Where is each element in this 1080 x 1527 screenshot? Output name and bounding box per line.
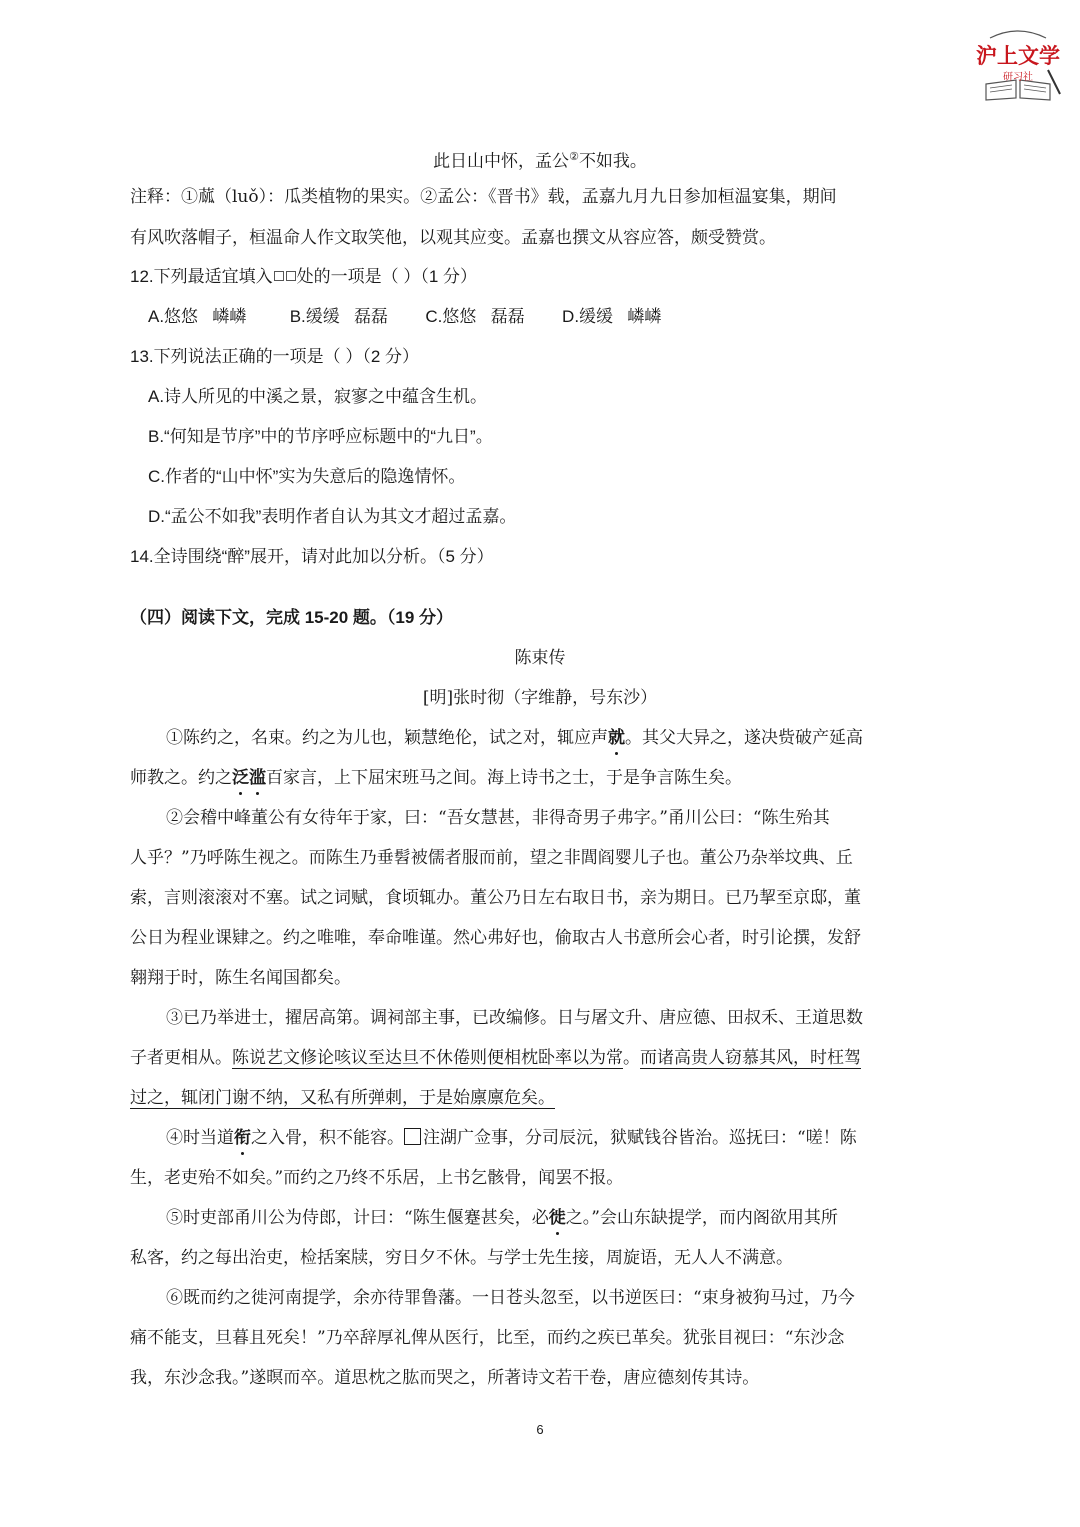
logo-title: 沪上文学 bbox=[976, 45, 1060, 68]
passage-p5-line-2: 私客，约之每出治吏，检括案牍，穷日夕不休。与学士先生接，周旋语，无人人不满意。 bbox=[130, 1248, 793, 1268]
passage-p4-line-1: ④时当道衔之入骨，积不能容。 注湖广佥事，分司辰沅，狱赋钱谷皆治。巡抚曰：“嗟！陈 bbox=[166, 1128, 857, 1148]
q12-option-a: A.悠悠 嶙嶙 bbox=[148, 307, 247, 327]
notes-line-2: 有风吹落帽子，桓温命人作文取笑他，以观其应变。孟嘉也撰文从容应答，颇受赞赏。 bbox=[130, 228, 776, 248]
passage-p6-line-1: ⑥既而约之徙河南提学，余亦待罪鲁藩。一日苍头忽至，以书逆医曰：“束身被狗马过，乃今 bbox=[166, 1288, 855, 1308]
publisher-logo bbox=[966, 22, 1070, 104]
underlined-sentence-1: 陈说艺文修论咳议至达旦不休倦则便相枕卧率以为常 bbox=[232, 1048, 623, 1068]
logo-subtitle: 研习社 bbox=[1003, 72, 1033, 83]
q12-option-b: B.缓缓 磊磊 bbox=[289, 307, 388, 327]
dotted-char: 徙 bbox=[548, 1208, 566, 1228]
underlined-sentence-2: 而诸高贵人窃慕其风，时枉驾 bbox=[640, 1048, 861, 1068]
passage-p2-line-5: 翱翔于时，陈生名闻国都矣。 bbox=[130, 968, 351, 988]
dotted-char: 滥 bbox=[249, 768, 266, 788]
page-number: 6 bbox=[536, 1422, 544, 1437]
question-14-stem: 14.全诗围绕“醉”展开，请对此加以分析。（5 分） bbox=[130, 547, 494, 566]
passage-p3-line-1: ③已乃举进士，擢居高第。调祠部主事，已改编修。日与屠文升、唐应德、田叔禾、王道思数 bbox=[166, 1008, 863, 1028]
blank-box bbox=[286, 271, 296, 281]
q13-option-d: D.“孟公不如我”表明作者自认为其文才超过孟嘉。 bbox=[148, 507, 517, 526]
passage-p2-line-1: ②会稽中峰董公有女待年于家，曰：“吾女慧甚，非得奇男子弗字。”甬川公曰：“陈生殆其 bbox=[166, 808, 830, 828]
passage-p5-line-1: ⑤时吏部甬川公为侍郎，计曰：“陈生偃蹇甚矣，必徙之。”会山东缺提学，而内阁欲用其所 bbox=[166, 1208, 838, 1228]
underlined-sentence-2-cont: 过之，辄闭门谢不纳，又私有所弹刺，于是始廪廪危矣。 bbox=[130, 1088, 555, 1108]
passage-p1-line-1: ①陈约之，名束。约之为儿也，颖慧绝伦，试之对，辄应声就。其父大异之，遂决赀破产延高 bbox=[166, 728, 863, 748]
blank-box bbox=[404, 1128, 421, 1145]
q13-option-b: B.“何知是节序”中的节序呼应标题中的“九日”。 bbox=[148, 427, 493, 446]
passage-p3-line-3 bbox=[130, 1086, 555, 1110]
question-12-stem: 12.下列最适宜填入 处的一项是（ ）（1 分） bbox=[130, 267, 478, 286]
passage-p2-line-4: 公日为程业课肄之。约之唯唯，奉命唯谨。然心弗好也，偷取古人书意所会心者，时引论撰，发舒 bbox=[130, 928, 861, 948]
q12-option-d: D.缓缓 嶙嶙 bbox=[562, 307, 662, 327]
question-13-stem: 13.下列说法正确的一项是（ ）（2 分） bbox=[130, 347, 420, 366]
dotted-char: 就 bbox=[608, 728, 625, 748]
question-12-options bbox=[148, 305, 661, 329]
passage-p3-line-2: 子者更相从。陈说艺文修论咳议至达旦不休倦则便相枕卧率以为常。而诸高贵人窃慕其风，时枉驾 bbox=[130, 1048, 861, 1068]
section-4-heading: （四）阅读下文，完成 15-20 题。（19 分） bbox=[130, 608, 454, 627]
q13-option-c: C.作者的“山中怀”实为失意后的隐逸情怀。 bbox=[148, 467, 466, 486]
passage-p2-line-3: 索，言则滚滚对不塞。试之词赋，食顷辄办。董公乃日左右取日书，亲为期日。已乃挈至京邸，董 bbox=[130, 888, 861, 908]
blank-box bbox=[274, 271, 284, 281]
dotted-char: 泛 bbox=[232, 768, 249, 788]
passage-p1-line-2: 师教之。约之泛滥百家言，上下屈宋班马之间。海上诗书之士，于是争言陈生矣。 bbox=[130, 768, 742, 788]
passage-author: [明]张时彻（字维静，号东沙） bbox=[422, 688, 658, 708]
q13-option-a: A.诗人所见的中溪之景，寂寥之中蕴含生机。 bbox=[148, 387, 488, 406]
notes-line-1: 注释：①蓏（luǒ）：瓜类植物的果实。②孟公：《晋书》载，孟嘉九月九日参加桓温宴集，期间 bbox=[130, 187, 837, 207]
q12-option-c: C.悠悠 磊磊 bbox=[425, 307, 525, 327]
dotted-char: 衔 bbox=[234, 1128, 251, 1148]
poem-last-line: 此日山中怀，孟公②不如我。 bbox=[433, 150, 647, 172]
passage-p4-line-2: 生，老吏殆不如矣。”而约之乃终不乐居，上书乞骸骨，闻罢不报。 bbox=[130, 1168, 624, 1188]
passage-p6-line-2: 痛不能支，旦暮且死矣！”乃卒辞厚礼俾从医行，比至，而约之疾已革矣。犹张目视曰：“东沙念 bbox=[130, 1328, 845, 1348]
passage-p6-line-3: 我，东沙念我。”遂暝而卒。道思枕之肱而哭之，所著诗文若干卷，唐应德刻传其诗。 bbox=[130, 1368, 760, 1388]
passage-p2-line-2: 人乎？”乃呼陈生视之。而陈生乃垂髫被儒者服而前，望之非閭阎婴儿子也。董公乃杂举坟典、丘 bbox=[130, 848, 853, 868]
passage-title: 陈束传 bbox=[514, 648, 566, 668]
